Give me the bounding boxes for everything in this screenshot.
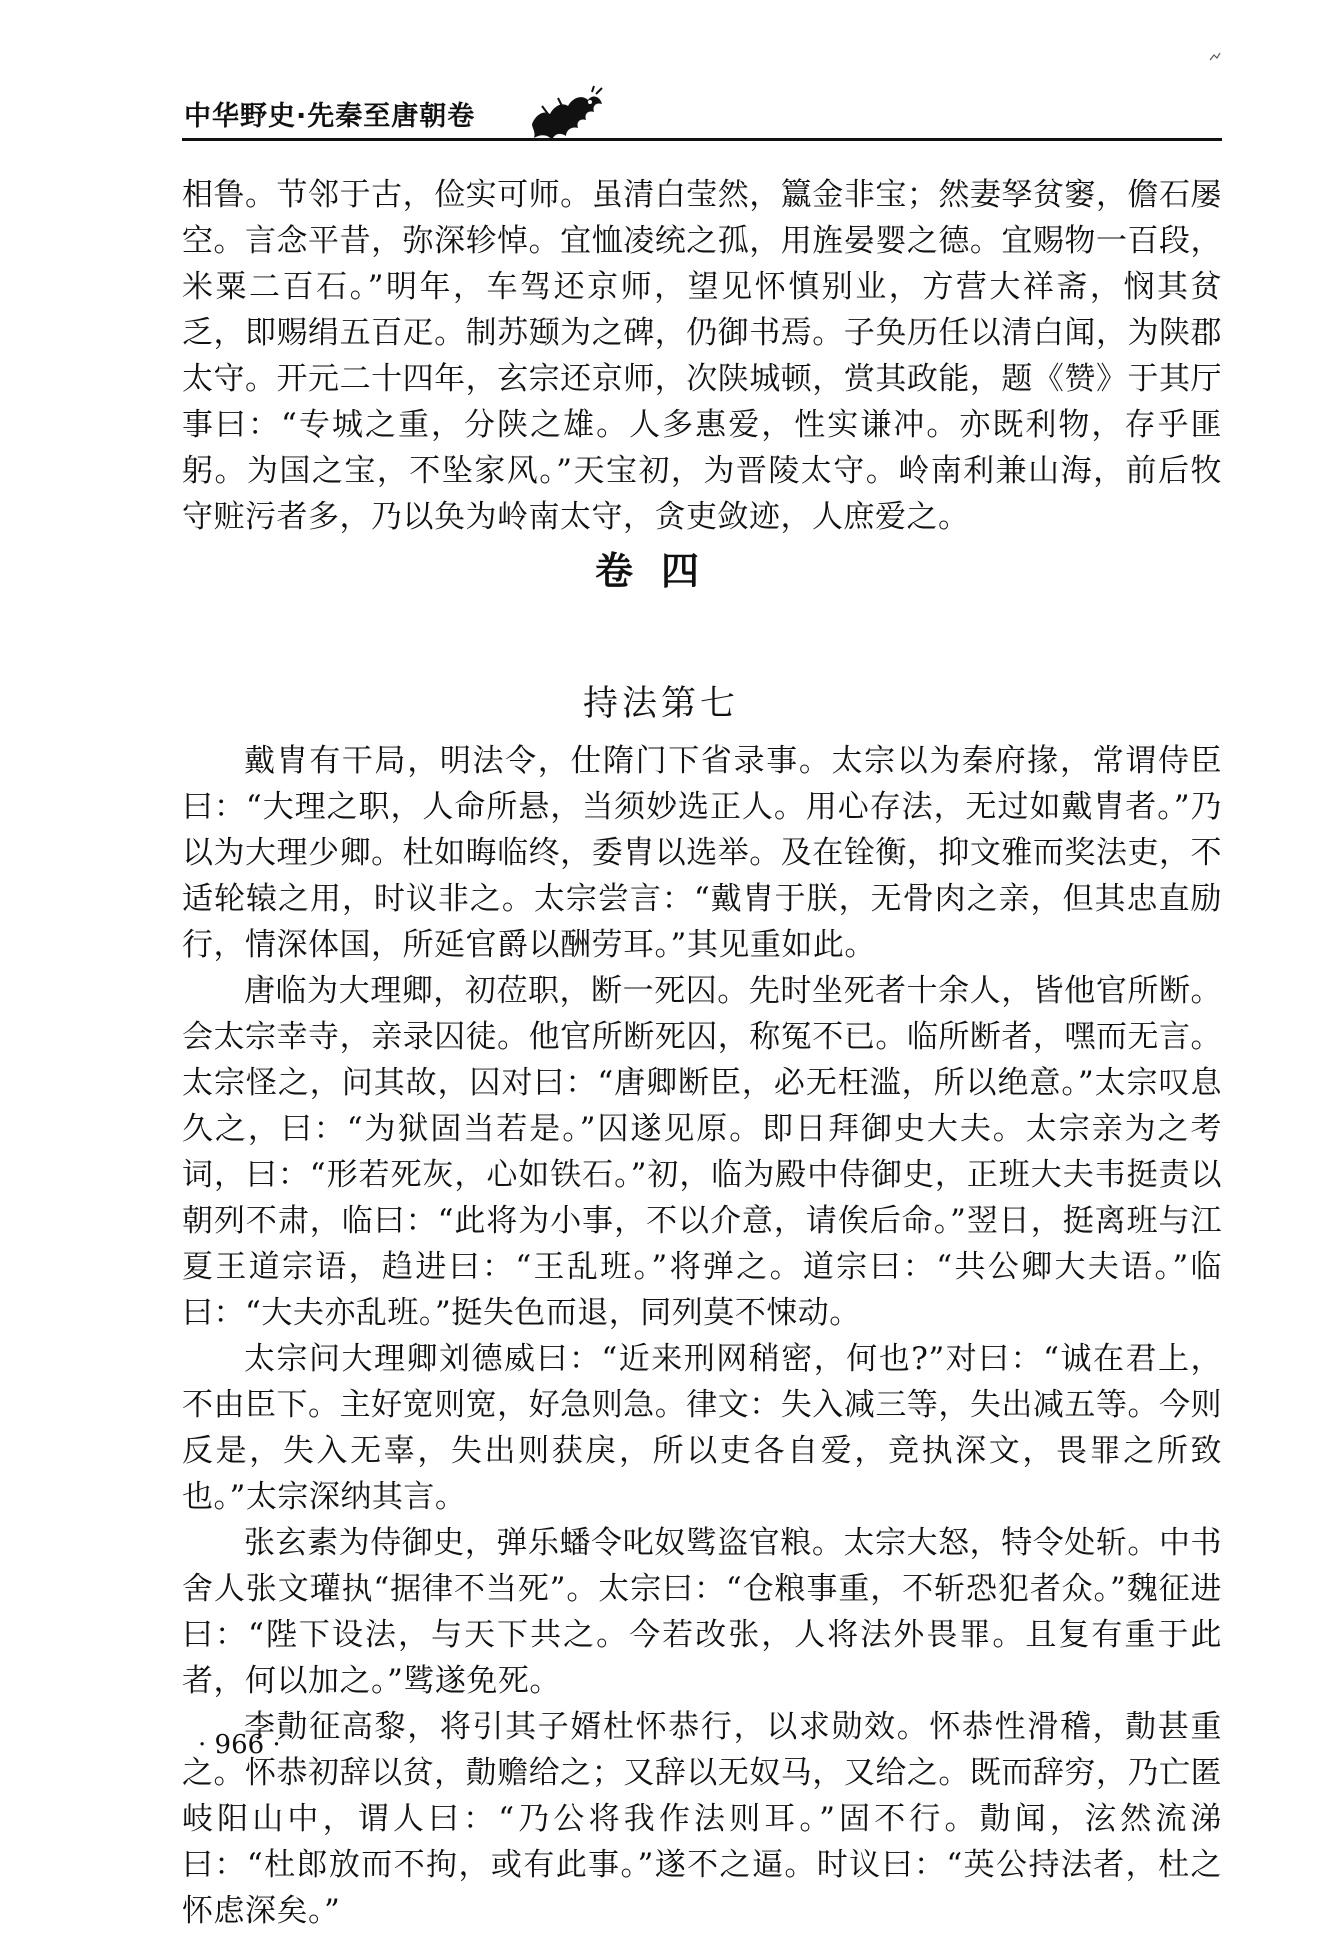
paragraph: 唐临为大理卿，初莅职，断一死囚。先时坐死者十余人，皆他官所断。会太宗幸寺，亲录囚徒。他官所断死囚，称冤不已。临所断者，嘿而无言。太宗怪之，问其故，囚对曰：“唐卿断臣，必无枉滥，所以绝意。”太宗叹息久之，曰：“为狱固当若是。”囚遂见原。即日拜御史大夫。太宗亲为之考词，曰：“形若死灰，心如铁石。”初，临为殿中侍御史，正班大夫韦挺责以朝列不肃，临曰：“此将为小事，不以介意，请俟后命。”翌日，挺离班与江夏王道宗语，趋进曰：“王乱班。”将弹之。道宗曰：“共公卿大夫语。”临曰：“大夫亦乱班。”挺失色而退，同列莫不悚动。	[182, 973, 1222, 1331]
continued-paragraph: 相鲁。节邻于古，俭实可师。虽清白莹然，籝金非宝；然妻孥贫窭，儋石屡空。言念平昔，弥深轸悼。宜恤凌统之孤，用旌晏婴之德。宜赐物一百段，米粟二百石。”明年，车驾还京师，望见怀慎别业，方营大祥斋，悯其贫乏，即赐绢五百疋。制苏颋为之碑，仍御书焉。子奂历任以清白闻，为陕郡太守。开元二十四年，玄宗还京师，次陕城顿，赏其政能，题《赞》于其厅事曰：“专城之重，分陕之雄。人多惠爱，性实谦冲。亦既利物，存乎匪躬。为国之宝，不坠家风。”天宝初，为晋陵太守。岭南利兼山海，前后牧守赃污者多，乃以奂为岭南太守，贪吏敛迹，人庶爱之。	[182, 177, 1222, 535]
volume-title: 卷四	[594, 549, 727, 593]
header-rule	[182, 138, 1222, 141]
page-number: · 966 ·	[198, 1730, 281, 1760]
dragon-icon	[526, 84, 606, 142]
main-text-block	[182, 738, 1222, 1934]
book-title: 中华野史·先秦至唐朝卷	[184, 101, 476, 132]
paragraph: 张玄素为侍御史，弹乐蟠令叱奴骘盗官粮。太宗大怒，特令处斩。中书舍人张文瓘执“据律不当死”。太宗曰：“仓粮事重，不斩恐犯者众。”魏征进曰：“陛下设法，与天下共之。今若改张，人将法外畏罪。且复有重于此者，何以加之。”骘遂免死。	[182, 1525, 1222, 1699]
paragraph: 李勣征高黎，将引其子婿杜怀恭行，以求勋效。怀恭性滑稽，勣甚重之。怀恭初辞以贫，勣赡给之；又辞以无奴马，又给之。既而辞穷，乃亡匿岐阳山中，谓人曰：“乃公将我作法则耳。”固不行。勣闻，泫然流涕曰：“杜郎放而不拘，或有此事。”遂不之逼。时议曰：“英公持法者，杜之怀虑深矣。”	[182, 1709, 1222, 1929]
scan-speck	[1208, 52, 1222, 62]
paragraph: 太宗问大理卿刘德威曰：“近来刑网稍密，何也?”对曰：“诚在君上，不由臣下。主好宽则宽，好急则急。律文：失入减三等，失出减五等。今则反是，失入无辜，失出则获戾，所以吏各自爱，竞执深文，畏罪之所致也。”太宗深纳其言。	[182, 1341, 1222, 1515]
section-title: 持法第七	[582, 684, 739, 724]
page-header	[182, 88, 1222, 154]
paragraph: 戴胄有干局，明法令，仕隋门下省录事。太宗以为秦府掾，常谓侍臣曰：“大理之职，人命所悬，当须妙选正人。用心存法，无过如戴胄者。”乃以为大理少卿。杜如晦临终，委胄以选举。及在铨衡，抑文雅而奖法吏，不适轮辕之用，时议非之。太宗尝言：“戴胄于朕，无骨肉之亲，但其忠直励行，情深体国，所延官爵以酬劳耳。”其见重如此。	[182, 743, 1222, 963]
continued-text-block	[182, 172, 1222, 540]
